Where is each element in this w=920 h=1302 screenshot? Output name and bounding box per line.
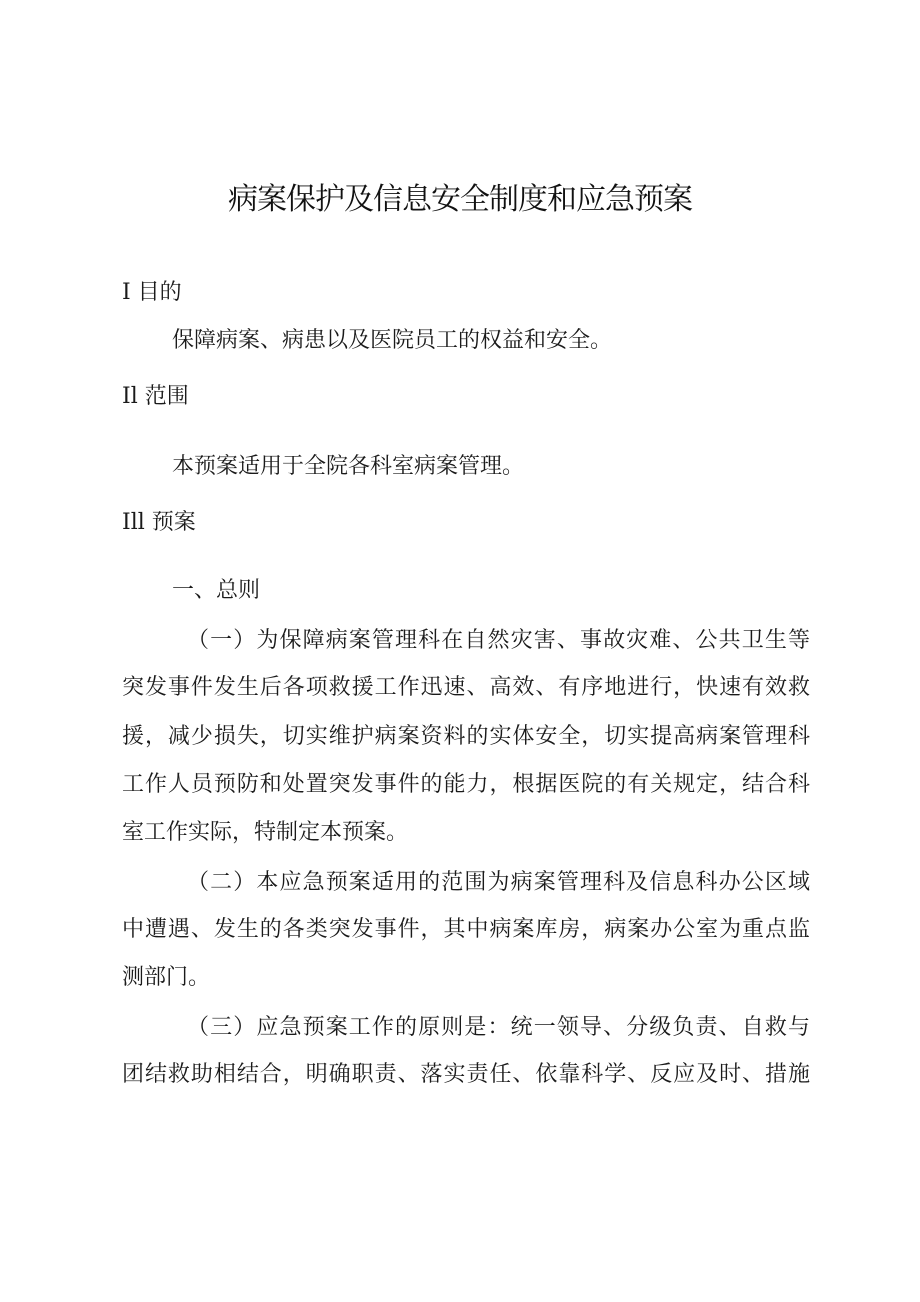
paragraph-line: 援，减少损失，切实维护病案资料的实体安全，切实提高病案管理科 — [122, 724, 810, 749]
paragraph-line: 突发事件发生后各项救援工作迅速、高效、有序地进行，快速有效救 — [122, 675, 810, 700]
paragraph-line: （二）本应急预案适用的范围为病案管理科及信息科办公区域 — [187, 870, 810, 895]
paragraph-line: 室工作实际，特制定本预案。 — [122, 820, 409, 845]
paragraph-line: （三）应急预案工作的原则是：统一领导、分级负责、自救与 — [187, 1015, 810, 1040]
section-heading-purpose: I 目的 — [122, 280, 182, 305]
scope-text: 本预案适用于全院各科室病案管理。 — [172, 454, 525, 479]
document-title: 病案保护及信息安全制度和应急预案 — [228, 182, 692, 217]
purpose-text: 保障病案、病患以及医院员工的权益和安全。 — [172, 328, 613, 353]
general-heading: 一、总则 — [172, 578, 261, 603]
section-heading-scope: Il 范围 — [122, 384, 189, 409]
paragraph-line: （一）为保障病案管理科在自然灾害、事故灾难、公共卫生等 — [187, 628, 810, 653]
paragraph-line: 工作人员预防和处置突发事件的能力，根据医院的有关规定，结合科 — [122, 772, 810, 797]
section-heading-plan: Ill 预案 — [122, 510, 196, 535]
paragraph-line: 团结救助相结合，明确职责、落实责任、依靠科学、反应及时、措施 — [122, 1062, 810, 1087]
paragraph-line: 中遭遇、发生的各类突发事件，其中病案库房，病案办公室为重点监 — [122, 917, 810, 942]
paragraph-line: 测部门。 — [122, 965, 211, 990]
